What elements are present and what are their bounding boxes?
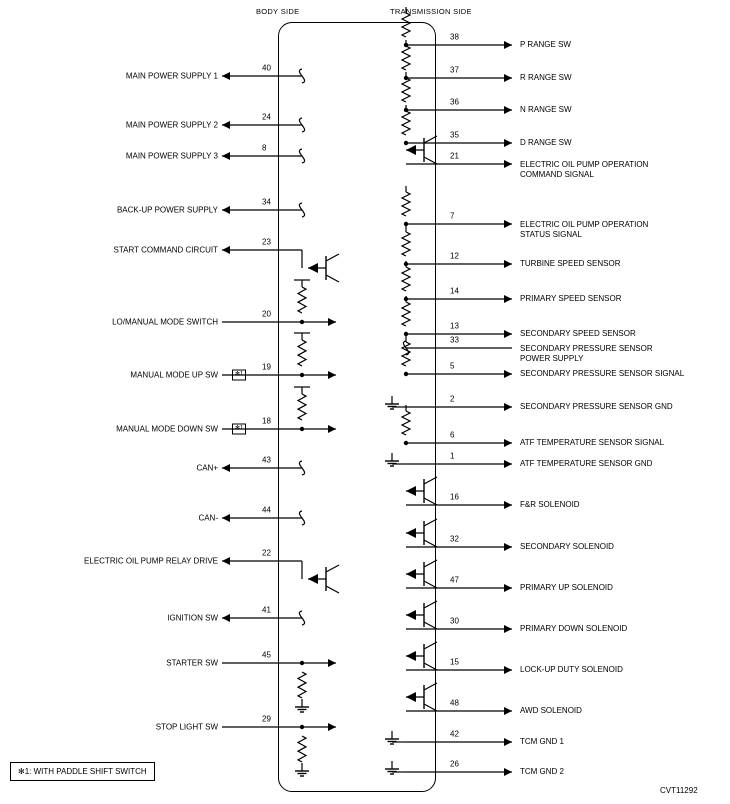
right-signal-label: SECONDARY SPEED SENSOR	[520, 329, 636, 338]
left-pin-number: 40	[262, 63, 271, 73]
left-pin-number: 45	[262, 650, 271, 660]
right-pin-number: 7	[450, 211, 455, 221]
star-note-mark: ✻1	[232, 370, 246, 381]
left-signal-label: CAN+	[196, 463, 218, 473]
right-signal-label: AWD SOLENOID	[520, 706, 582, 715]
right-pin-number: 2	[450, 394, 455, 404]
right-pin-number: 6	[450, 430, 455, 440]
right-signal-label: PRIMARY UP SOLENOID	[520, 583, 613, 592]
right-signal-label: TCM GND 2	[520, 767, 564, 776]
right-signal-label: ATF TEMPERATURE SENSOR GND	[520, 459, 653, 468]
left-signal-label: START COMMAND CIRCUIT	[113, 245, 218, 255]
right-signal-label: PRIMARY SPEED SENSOR	[520, 294, 622, 303]
right-signal-label: PRIMARY DOWN SOLENOID	[520, 624, 628, 633]
right-pin-number: 36	[450, 97, 459, 107]
left-signal-label: MAIN POWER SUPPLY 1	[125, 71, 218, 81]
right-signal-label: SECONDARY PRESSURE SENSOR POWER SUPPLY	[520, 344, 653, 363]
left-signal-label: STOP LIGHT SW	[155, 722, 218, 732]
right-signal-label: LOCK-UP DUTY SOLENOID	[520, 665, 623, 674]
right-pin-number: 32	[450, 534, 459, 544]
right-pin-number: 30	[450, 616, 459, 626]
right-signal-label: SECONDARY SOLENOID	[520, 542, 614, 551]
right-pin-number: 37	[450, 65, 459, 75]
right-pin-number: 1	[450, 451, 455, 461]
right-pin-number: 48	[450, 698, 459, 708]
left-pin-number: 19	[262, 362, 271, 372]
left-signal-label: IGNITION SW	[167, 613, 218, 623]
right-pin-number: 14	[450, 286, 459, 296]
right-signal-label: ATF TEMPERATURE SENSOR SIGNAL	[520, 438, 665, 447]
left-pin-number: 44	[262, 505, 271, 515]
right-signal-label: P RANGE SW	[520, 40, 571, 49]
left-pin-number: 41	[262, 605, 271, 615]
right-pin-number: 38	[450, 32, 459, 42]
right-signal-label: N RANGE SW	[520, 105, 572, 114]
right-pin-number: 5	[450, 361, 455, 371]
diagram-code: CVT11292	[660, 786, 698, 795]
left-signal-label: BACK-UP POWER SUPPLY	[116, 205, 218, 215]
left-signal-label: LO/MANUAL MODE SWITCH	[112, 317, 218, 327]
left-pin-number: 18	[262, 416, 271, 426]
right-pin-number: 33	[450, 335, 459, 345]
right-pin-number: 12	[450, 251, 459, 261]
right-pin-number: 13	[450, 321, 459, 331]
right-signal-label: TCM GND 1	[520, 737, 564, 746]
right-signal-label: SECONDARY PRESSURE SENSOR GND	[520, 402, 673, 411]
left-signal-label: MAIN POWER SUPPLY 3	[125, 151, 218, 161]
footnote-box: ✻1: WITH PADDLE SHIFT SWITCH	[10, 762, 155, 781]
connector-frame	[278, 22, 436, 792]
left-pin-number: 20	[262, 309, 271, 319]
header-body-side: BODY SIDE	[256, 7, 300, 16]
left-pin-number: 23	[262, 237, 271, 247]
right-pin-number: 42	[450, 729, 459, 739]
left-pin-number: 24	[262, 112, 271, 122]
right-pin-number: 35	[450, 130, 459, 140]
right-signal-label: R RANGE SW	[520, 73, 572, 82]
left-signal-label: STARTER SW	[166, 658, 218, 668]
left-signal-label: CAN-	[198, 513, 218, 523]
header-transmission-side: TRANSMISSION SIDE	[390, 7, 472, 16]
left-pin-number: 22	[262, 548, 271, 558]
right-pin-number: 15	[450, 657, 459, 667]
left-signal-label: MANUAL MODE DOWN SW	[116, 424, 218, 434]
left-pin-number: 29	[262, 714, 271, 724]
right-signal-label: ELECTRIC OIL PUMP OPERATION STATUS SIGNAL	[520, 220, 649, 239]
right-signal-label: F&R SOLENOID	[520, 500, 580, 509]
left-signal-label: MAIN POWER SUPPLY 2	[125, 120, 218, 130]
right-pin-number: 21	[450, 151, 459, 161]
right-signal-label: TURBINE SPEED SENSOR	[520, 259, 621, 268]
right-signal-label: D RANGE SW	[520, 138, 572, 147]
left-pin-number: 8	[262, 143, 267, 153]
left-signal-label: MANUAL MODE UP SW	[130, 370, 218, 380]
right-pin-number: 26	[450, 759, 459, 769]
right-pin-number: 16	[450, 492, 459, 502]
right-pin-number: 47	[450, 575, 459, 585]
right-signal-label: SECONDARY PRESSURE SENSOR SIGNAL	[520, 369, 685, 378]
left-pin-number: 43	[262, 455, 271, 465]
left-pin-number: 34	[262, 197, 271, 207]
star-note-mark: ✻1	[232, 424, 246, 435]
right-signal-label: ELECTRIC OIL PUMP OPERATION COMMAND SIGNAL	[520, 160, 649, 179]
left-signal-label: ELECTRIC OIL PUMP RELAY DRIVE	[84, 556, 218, 566]
